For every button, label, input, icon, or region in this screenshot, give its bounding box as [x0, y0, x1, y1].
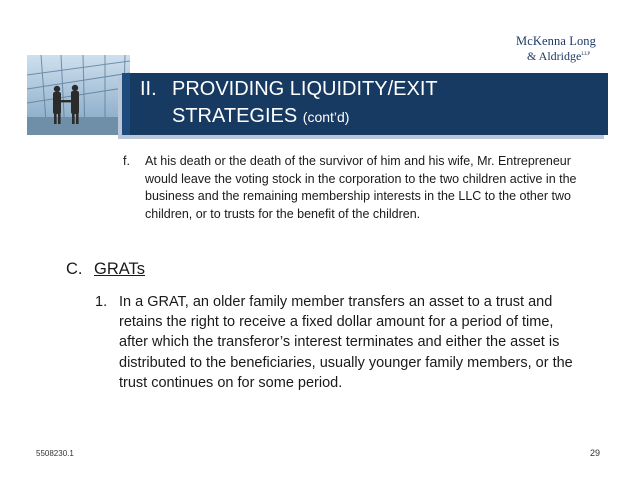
- logo-trademark: LLP: [581, 52, 591, 57]
- document-id: 5508230.1: [36, 449, 74, 458]
- section-title: GRATs: [94, 260, 146, 278]
- company-logo: [516, 34, 608, 66]
- logo-line-2: [516, 48, 608, 63]
- title-line-2: STRATEGIES: [172, 105, 298, 127]
- title-number: II.: [140, 78, 157, 100]
- title-line-1: PROVIDING LIQUIDITY/EXIT: [172, 78, 438, 100]
- title-contd: (cont’d): [302, 109, 350, 125]
- list-item-1: [95, 292, 575, 393]
- title-accent-strip: [122, 73, 130, 135]
- section-letter: C.: [66, 260, 83, 278]
- list-item-f: [123, 153, 593, 223]
- slide-title: [140, 76, 438, 131]
- list-marker-1: 1.: [95, 294, 108, 310]
- header-photo: [27, 55, 130, 135]
- list-item-f-text: At his death or the death of the survivor of him and his wife, Mr. Entrepreneur would leave the voting stock in the corporation to the two children active in the business and the remaining membership interests in the LLC to the other two children, or to trusts for the benefit of the children.: [145, 154, 577, 221]
- list-marker-f: f.: [123, 154, 130, 168]
- list-item-1-text: In a GRAT, an older family member transfers an asset to a trust and retains the right to receive a fixed dollar amount for a period of time, after which the transferor’s interest terminates and either the asset is distributed to the beneficiaries, usually younger family members, or the trust continues on for some period.: [119, 294, 573, 391]
- logo-line-1: McKenna Long: [516, 34, 596, 48]
- section-heading: [66, 258, 145, 280]
- page-number: 29: [590, 448, 601, 458]
- logo-line-2-text: & Aldridge: [527, 49, 582, 63]
